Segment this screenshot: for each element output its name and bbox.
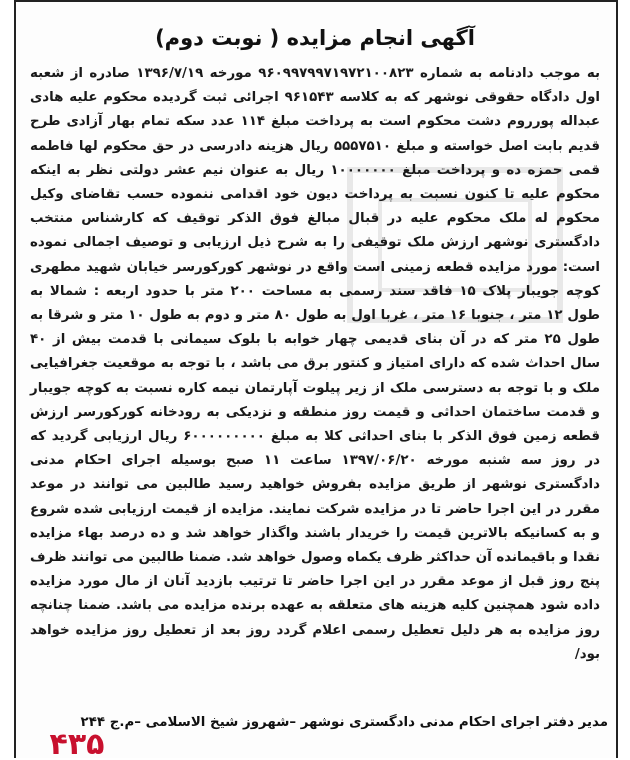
notice-body [30, 62, 600, 667]
notice-signature: مدیر دفتر اجرای احکام مدنی دادگستری نوشهر –شهروز شیخ الاسلامی –م.ج ۲۴۴ [80, 715, 608, 730]
stamp-number: ۴۳۵ [49, 728, 105, 758]
stamp-number-icon [22, 728, 132, 758]
notice-paragraph: به موجب دادنامه به شماره ۹۶۰۹۹۷۹۹۷۱۹۷۲۱۰۰۸۲۳ مورخه ۱۳۹۶/۷/۱۹ صادره از شعبه اول دادگاه حقوقی نوشهر که به کلاسه ۹۶۱۵۴۳ اجرائی ثبت گردیده محکوم علیه هادی عبداله پورروم دشت محکوم است به پرداخت مبلغ ۱۱۴ عدد سکه تمام بهار آزادی طرح قدیم بابت اصل خواسته و مبلغ ۵۵۵۷۵۱۰ ریال هزینه دادرسی در حق محکوم لها فاطمه قمی حمزه ده و پرداخت مبلغ ۱۰۰۰۰۰۰۰ ریال به عنوان نیم عشر دولتی نظر به اینکه محکوم علیه تا کنون نسبت به پرداخت دیون خود اقدامی ننموده حسب تقاضای وکیل محکوم له ملک محکوم علیه در قبال مبالغ فوق الذکر توقیف که کارشناس منتخب دادگستری نوشهر ارزش ملک توقیفی را به شرح ذیل ارزیابی و توصیف اجمالی نموده است: مورد مزایده قطعه زمینی است واقع در نوشهر کورکورسر خیابان شهید مطهری کوچه جویبار پلاک ۱۵ فاقد سند رسمی به مساحت ۲۰۰ متر با حدود اربعه : شمالا به طول ۱۲ متر ، جنوبا ۱۶ متر ، غربا اول به طول ۸۰ متر و دوم به طول ۱۰ متر و شرقا به طول ۲۵ متر که در آن بنای قدیمی چهار خوابه با بلوک سیمانی با قدمت بیش از ۴۰ سال احداث شده که دارای امتیاز و کنتور برق می باشد ، با توجه به موقعیت جغرافیایی ملک و با توجه به دسترسی ملک از زیر پیلوت آپارتمان نیمه کاره نسبت به کوچه جویبار و قدمت ساختمان احداثی و قیمت روز منطقه و نزدیکی به رودخانه کورکورسر ارزش قطعه زمین فوق الذکر با بنای احداثی کلا به مبلغ ۶۰۰۰۰۰۰۰۰۰ ریال ارزیابی گردید که در روز سه شنبه مورخه ۱۳۹۷/۰۶/۲۰ ساعت ۱۱ صبح بوسیله اجرای احکام مدنی دادگستری نوشهر از طریق مزایده بفروش خواهید رسید طالبین می توانند در موعد مقرر در این اجرا حاضر تا در مزایده شرکت نمایند. مزایده از قیمت ارزیابی شده شروع و به کسانیکه بالاترین قیمت را خریدار باشند واگذار خواهد شد و ده درصد بهاء مزایده نقدا و باقیمانده آن حداکثر ظرف یکماه وصول خواهد شد. ضمنا طالبین می توانند ظرف پنج روز قبل از موعد مقرر در این اجرا حاضر تا ترتیب بازدید آنان از مال مورد مزایده داده شود همچنین کلیه هزینه های متعلقه به عهده برنده مزایده می باشد. ضمنا چنانچه روز مزایده به هر دلیل تعطیل رسمی اعلام گردد روز بعد از تعطیل روز مزایده خواهد بود/ [30, 66, 601, 662]
notice-title: آگهی انجام مزایده ( نوبت دوم) [155, 26, 475, 50]
